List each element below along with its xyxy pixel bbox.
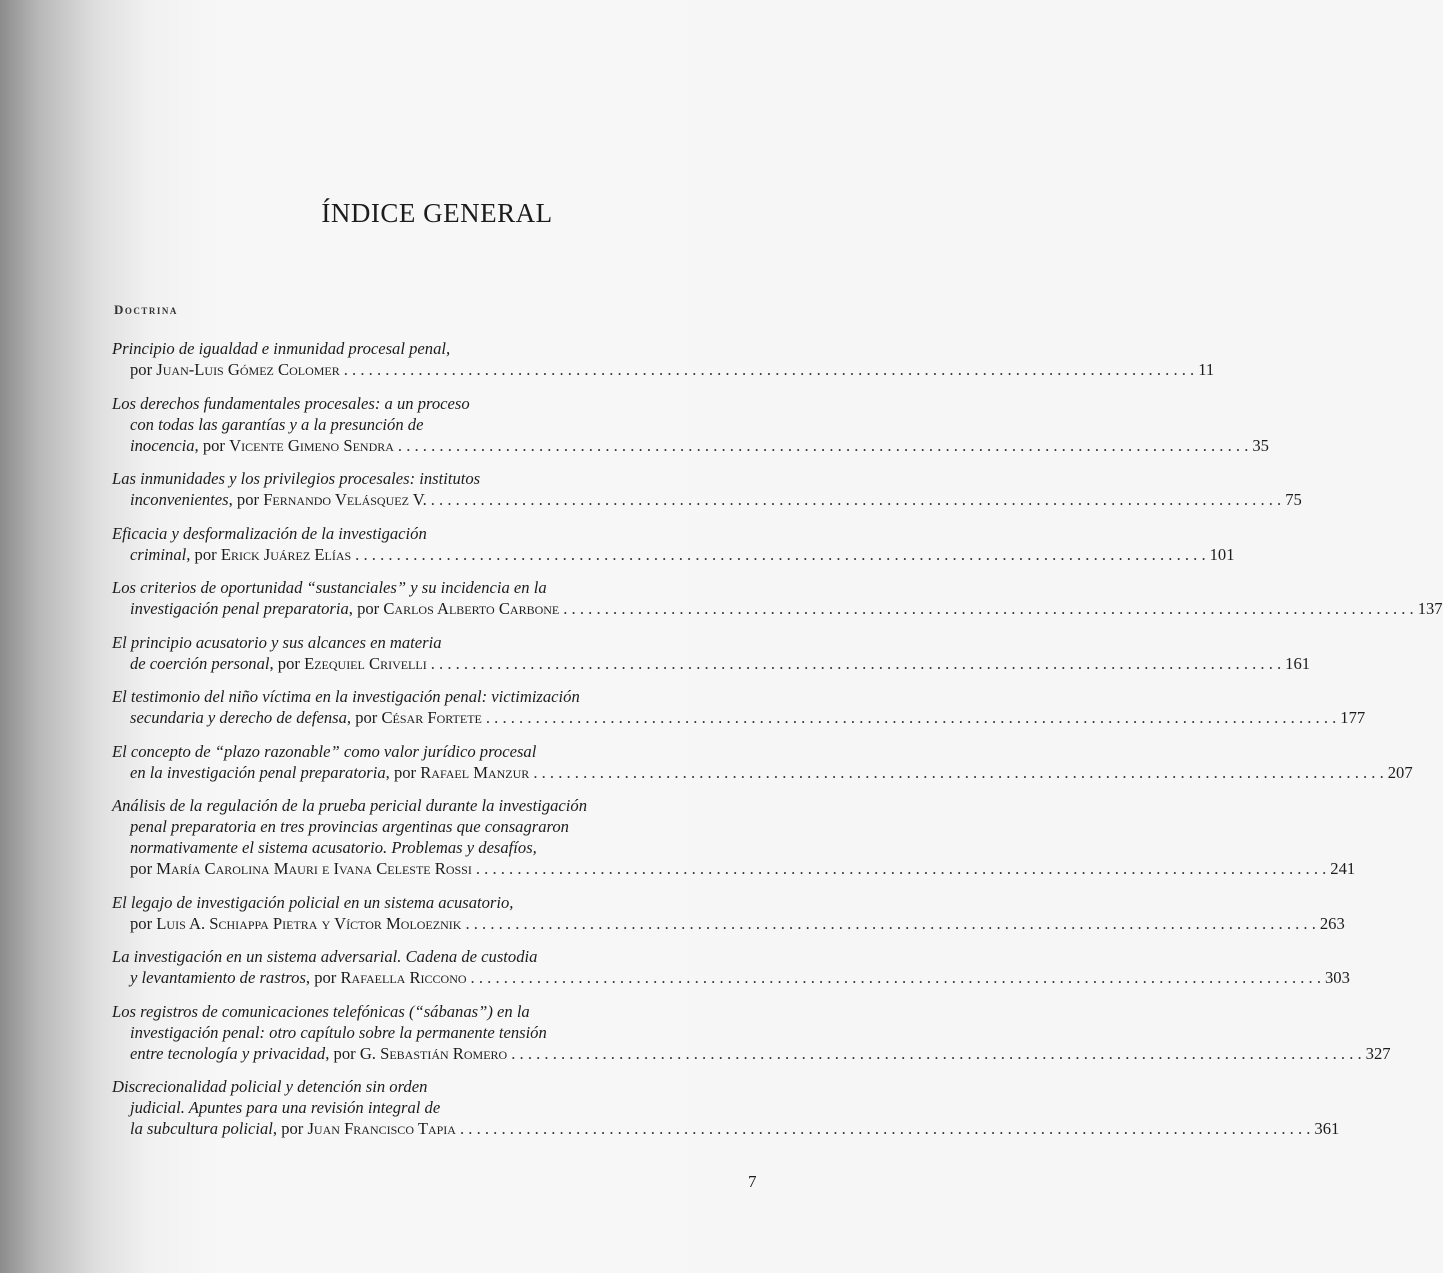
entry-author: Ezequiel Crivelli	[304, 653, 427, 673]
entry-byline: en la investigación penal preparatoria, por Rafael Manzur. . . 207	[112, 762, 764, 783]
entry-title-end: y levantamiento de rastros	[130, 968, 306, 987]
entry-title-line: Principio de igualdad e inmunidad procesal penal,	[112, 339, 451, 358]
entry-title-line: con todas las garantías y a la presunción de	[130, 414, 424, 434]
toc-entry	[112, 393, 1269, 456]
entry-page-number: 101	[1209, 544, 1235, 564]
entry-title-line: El concepto de “plazo razonable” como valor jurídico procesal	[112, 741, 537, 761]
byline-prefix: por	[130, 913, 157, 933]
toc-entry	[112, 741, 1413, 783]
toc-entry	[112, 632, 1311, 674]
section-heading: Doctrina	[114, 302, 178, 317]
entry-title-line: El principio acusatorio y sus alcances en materia	[112, 632, 442, 652]
entry-title-line: Discrecionalidad policial y detención sin orden	[112, 1077, 428, 1096]
entry-page-number: 207	[1387, 762, 1413, 782]
entry-title-line: Eficacia y desformalización de la investigación	[112, 523, 427, 543]
entry-author: Luis A. Schiappa Pietra y Víctor Moloeznik	[156, 913, 462, 933]
toc-entry	[112, 686, 1366, 728]
entry-author: María Carolina Mauri e Ivana Celeste Rossi	[156, 859, 472, 878]
toc-entry	[112, 468, 1302, 510]
entry-title-line: Los derechos fundamentales procesales: a un proceso	[112, 393, 470, 413]
entry-title-line: El testimonio del niño víctima en la investigación penal: victimización	[112, 687, 580, 706]
entry-byline: inconvenientes, por Fernando Velásquez V.. . . 75	[112, 489, 764, 510]
entry-page-number: 11	[1198, 360, 1215, 379]
entry-byline: investigación penal preparatoria, por Carlos Alberto Carbone. . . 137	[112, 598, 764, 619]
leader-dots	[460, 1119, 1310, 1138]
toc-entry	[112, 523, 1235, 565]
leader-dots	[533, 763, 1383, 782]
entry-page-number: 161	[1285, 653, 1311, 673]
byline-prefix: por	[130, 360, 157, 379]
toc-entry	[112, 1076, 1340, 1139]
entry-byline: entre tecnología y privacidad, por G. Sebastián Romero. . . 327	[112, 1043, 764, 1064]
entry-author: Vicente Gimeno Sendra	[229, 435, 394, 455]
entry-title-line: Los criterios de oportunidad “sustanciales” y su incidencia en la	[112, 578, 547, 597]
entry-title-end: inconvenientes	[130, 490, 229, 509]
toc-entry	[112, 338, 1215, 380]
leader-dots	[344, 360, 1194, 379]
entry-title-end: en la investigación penal preparatoria	[130, 762, 386, 782]
entry-author: Fernando Velásquez V.	[263, 490, 427, 509]
entry-title-line: La investigación en un sistema adversarial. Cadena de custodia	[112, 947, 538, 966]
toc-entry	[112, 1001, 1391, 1064]
entry-page-number: 241	[1330, 859, 1356, 878]
entry-title-line: penal preparatoria en tres provincias argentinas que consagraron	[130, 817, 569, 836]
entry-title-line: Las inmunidades y los privilegios procesales: institutos	[112, 469, 481, 488]
toc-entry	[112, 946, 1350, 988]
entry-byline: criminal, por Erick Juárez Elías. . . 101	[112, 544, 764, 565]
toc-entry	[112, 892, 1345, 934]
entry-byline: la subcultura policial, por Juan Francisco Tapia. . . 361	[112, 1118, 764, 1139]
entry-title-end: la subcultura policial	[130, 1119, 273, 1138]
entry-title-line: El legajo de investigación policial en un sistema acusatorio,	[112, 892, 514, 912]
entry-title-end: inocencia	[130, 435, 195, 455]
entry-byline: y levantamiento de rastros, por Rafaella Riccono. . . 303	[112, 967, 764, 988]
entry-author: Erick Juárez Elías	[220, 544, 352, 564]
entry-page-number: 327	[1365, 1043, 1391, 1063]
table-of-contents	[112, 338, 1443, 1152]
toc-entry	[112, 577, 1443, 619]
entry-title-end: criminal	[130, 544, 187, 564]
entry-byline: secundaria y derecho de defensa, por César Fortete. . . 177	[112, 707, 764, 728]
entry-author: Rafaella Riccono	[340, 968, 467, 987]
entry-byline	[112, 858, 1356, 879]
entry-title-end: de coerción personal	[130, 653, 270, 673]
entry-page-number: 303	[1324, 968, 1350, 987]
entry-title-line: normativamente el sistema acusatorio. Problemas y desafíos,	[130, 838, 537, 857]
page-number: 7	[748, 1172, 757, 1191]
entry-page-number: 177	[1340, 708, 1366, 727]
toc-entry	[112, 795, 1356, 879]
page-title: ÍNDICE GENERAL	[321, 198, 553, 228]
entry-page-number: 361	[1314, 1119, 1340, 1138]
leader-dots	[431, 654, 1281, 673]
entry-author: Juan Francisco Tapia	[307, 1119, 456, 1138]
entry-title-end: entre tecnología y privacidad	[130, 1043, 326, 1063]
entry-title-line: Análisis de la regulación de la prueba pericial durante la investigación	[112, 796, 588, 815]
leader-dots	[471, 968, 1321, 987]
entry-title-line: Los registros de comunicaciones telefónicas (“sábanas”) en la	[112, 1001, 530, 1021]
entry-byline	[112, 359, 1215, 380]
entry-byline: inocencia, por Vicente Gimeno Sendra. . . 35	[112, 435, 764, 456]
leader-dots	[511, 1044, 1361, 1063]
leader-dots	[465, 914, 1315, 933]
leader-dots	[431, 490, 1281, 509]
entry-author: Carlos Alberto Carbone	[383, 599, 560, 618]
entry-title-line: investigación penal: otro capítulo sobre la permanente tensión	[130, 1022, 547, 1042]
entry-author: César Fortete	[381, 708, 482, 727]
leader-dots	[398, 436, 1248, 455]
entry-byline: de coerción personal, por Ezequiel Crivelli. . . 161	[112, 653, 764, 674]
entry-page-number: 35	[1252, 435, 1269, 455]
entry-title-line: judicial. Apuntes para una revisión integral de	[130, 1098, 441, 1117]
entry-author: G. Sebastián Romero	[359, 1043, 508, 1063]
leader-dots	[355, 545, 1205, 564]
entry-page-number: 75	[1285, 490, 1302, 509]
entry-title-end: investigación penal preparatoria	[130, 599, 349, 618]
entry-author: Rafael Manzur	[420, 762, 530, 782]
entry-page-number: 137	[1417, 599, 1443, 618]
leader-dots	[563, 599, 1413, 618]
entry-byline	[112, 913, 1345, 934]
show-through	[520, 108, 524, 125]
entry-title-end: secundaria y derecho de defensa	[130, 708, 347, 727]
byline-prefix: por	[130, 859, 157, 878]
entry-page-number: 263	[1319, 913, 1345, 933]
leader-dots	[476, 859, 1326, 878]
entry-author: Juan-Luis Gómez Colomer	[156, 360, 340, 379]
leader-dots	[486, 708, 1336, 727]
